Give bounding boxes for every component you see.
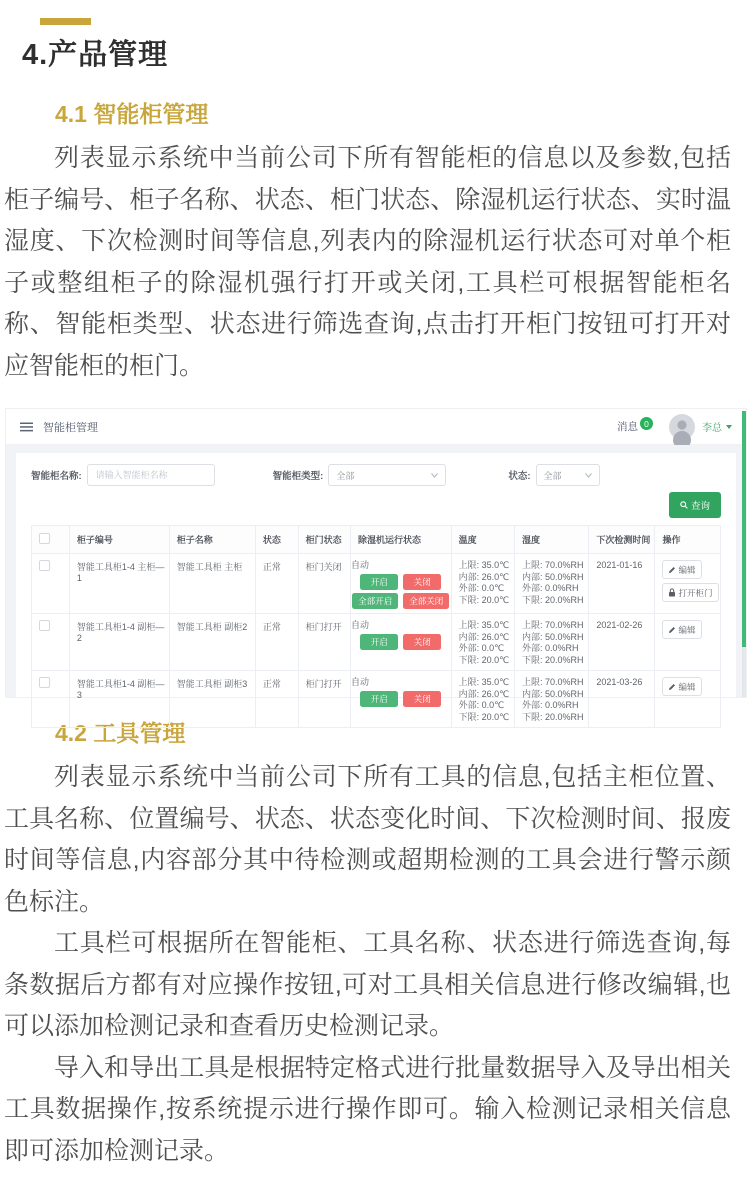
cell-humidity: 上限: 70.0%RH 内部: 50.0%RH 外部: 0.0%RH 下限: 20.0%RH — [514, 554, 588, 614]
dehumidifier-off-button[interactable]: 关闭 — [403, 634, 441, 650]
cell-temperature: 上限: 35.0℃ 内部: 26.0℃ 外部: 0.0℃ 下限: 20.0℃ — [451, 554, 514, 614]
cell-actions — [655, 614, 721, 671]
select-all-checkbox[interactable] — [39, 533, 50, 544]
open-door-button[interactable]: 打开柜门 — [662, 583, 718, 602]
dehumidifier-on-button[interactable]: 开启 — [360, 574, 398, 590]
page-title: 4.产品管理 — [22, 39, 169, 71]
cell-cabinet-id: 智能工具柜1-4 副柜—2 — [69, 614, 169, 671]
cell-next-check: 2021-02-26 — [589, 614, 655, 671]
table-header-row — [32, 526, 721, 554]
section-42-paragraph-1: 列表显示系统中当前公司下所有工具的信息,包括主柜位置、工具名称、位置编号、状态、状态变化时间、下次检测时间、报废时间等信息,内容部分其中待检测或超期检测的工具会进行警示颜色标注。 — [4, 763, 731, 916]
status-select[interactable] — [536, 464, 600, 486]
cell-actions — [655, 554, 721, 614]
cell-cabinet-id: 智能工具柜1-4 副柜—3 — [69, 671, 169, 728]
cabinet-type-value: 全部 — [336, 470, 355, 481]
status-value: 全部 — [543, 470, 562, 481]
row-checkbox[interactable] — [39, 560, 50, 571]
cell-humidity: 上限: 70.0%RH 内部: 50.0%RH 外部: 0.0%RH 下限: 20.0%RH — [514, 614, 588, 671]
row-checkbox[interactable] — [39, 677, 50, 688]
scrollbar-thumb[interactable] — [742, 411, 746, 647]
table-row — [32, 554, 721, 614]
content-panel — [16, 453, 736, 722]
cell-dehumidifier — [350, 614, 451, 671]
dehumidifier-off-button[interactable]: 关闭 — [403, 574, 441, 590]
chevron-down-icon — [431, 473, 438, 478]
status-label: 状态: — [508, 471, 531, 482]
section-42-paragraph-3: 导入和导出工具是根据特定格式进行批量数据导入及导出相关工具数据操作,按系统提示进行操作即可。输入检测记录相关信息即可添加检测记录。 — [4, 1053, 731, 1165]
table-row — [32, 614, 721, 671]
cell-door-status: 柜门打开 — [298, 671, 350, 728]
lock-icon — [668, 588, 676, 597]
cabinet-name-label: 智能柜名称: — [31, 471, 82, 482]
cell-status: 正常 — [255, 671, 298, 728]
cell-status: 正常 — [255, 614, 298, 671]
header-cabinet-id: 柜子编号 — [69, 526, 169, 554]
avatar[interactable] — [669, 414, 695, 440]
filter-toolbar — [31, 463, 721, 487]
hamburger-menu-icon[interactable] — [20, 422, 33, 432]
cell-temperature: 上限: 35.0℃ 内部: 26.0℃ 外部: 0.0℃ 下限: 20.0℃ — [451, 671, 514, 728]
app-title: 智能柜管理 — [43, 421, 98, 434]
header-actions: 操作 — [655, 526, 721, 554]
dehumidifier-all-off-button[interactable]: 全部关闭 — [403, 593, 449, 609]
table-row — [32, 671, 721, 728]
section-heading-41: 4.1 智能柜管理 — [55, 101, 209, 127]
scrollbar-track[interactable] — [742, 647, 746, 697]
app-navbar — [6, 409, 746, 445]
cabinet-type-label: 智能柜类型: — [272, 471, 324, 482]
row-checkbox[interactable] — [39, 620, 50, 631]
caret-down-icon — [726, 425, 732, 429]
edit-button[interactable]: 编辑 — [662, 677, 701, 696]
cell-door-status: 柜门关闭 — [298, 554, 350, 614]
username[interactable]: 李总 — [702, 423, 722, 434]
section-42-paragraph-2: 工具栏可根据所在智能柜、工具名称、状态进行筛选查询,每条数据后方都有对应操作按钮,可对工具相关信息进行修改编辑,也可以添加检测记录和查看历史检测记录。 — [4, 929, 731, 1040]
cabinet-type-select[interactable] — [328, 464, 446, 486]
cabinet-name-input[interactable] — [87, 464, 215, 486]
messages-count-badge: 0 — [640, 417, 653, 430]
dehumidifier-mode: 自动 — [350, 677, 369, 687]
header-cabinet-name: 柜子名称 — [169, 526, 255, 554]
header-temperature: 温度 — [451, 526, 514, 554]
cell-cabinet-name: 智能工具柜 主柜 — [169, 554, 255, 614]
cell-dehumidifier — [350, 554, 451, 614]
cell-next-check: 2021-01-16 — [589, 554, 655, 614]
cell-cabinet-id: 智能工具柜1-4 主柜—1 — [69, 554, 169, 614]
header-dehumidifier: 除湿机运行状态 — [350, 526, 451, 554]
dehumidifier-off-button[interactable]: 关闭 — [403, 691, 441, 707]
cell-humidity: 上限: 70.0%RH 内部: 50.0%RH 外部: 0.0%RH 下限: 20.0%RH — [514, 671, 588, 728]
gold-accent-bar — [40, 18, 91, 25]
dehumidifier-mode: 自动 — [350, 560, 369, 570]
dehumidifier-mode: 自动 — [350, 620, 369, 630]
cell-actions — [655, 671, 721, 728]
cell-status: 正常 — [255, 554, 298, 614]
edit-button[interactable]: 编辑 — [662, 620, 701, 639]
person-icon — [669, 414, 695, 440]
dehumidifier-on-button[interactable]: 开启 — [360, 691, 398, 707]
messages-link[interactable]: 消息 — [617, 421, 638, 433]
pencil-icon — [668, 683, 676, 691]
cabinet-table — [31, 525, 721, 728]
header-status: 状态 — [255, 526, 298, 554]
query-button[interactable] — [669, 492, 721, 518]
cell-cabinet-name: 智能工具柜 副柜2 — [169, 614, 255, 671]
header-humidity: 湿度 — [514, 526, 588, 554]
app-content-area — [6, 445, 746, 722]
cell-door-status: 柜门打开 — [298, 614, 350, 671]
cell-cabinet-name: 智能工具柜 副柜3 — [169, 671, 255, 728]
section-heading-42: 4.2 工具管理 — [55, 720, 186, 746]
dehumidifier-on-button[interactable]: 开启 — [360, 634, 398, 650]
search-icon — [680, 501, 688, 509]
edit-button[interactable]: 编辑 — [662, 560, 701, 579]
cell-dehumidifier — [350, 671, 451, 728]
cell-next-check: 2021-03-26 — [589, 671, 655, 728]
chevron-down-icon — [585, 473, 592, 478]
embedded-screenshot — [5, 408, 747, 722]
header-door-status: 柜门状态 — [298, 526, 350, 554]
pencil-icon — [668, 566, 676, 574]
cell-temperature: 上限: 35.0℃ 内部: 26.0℃ 外部: 0.0℃ 下限: 20.0℃ — [451, 614, 514, 671]
section-41-paragraph: 列表显示系统中当前公司下所有智能柜的信息以及参数,包括柜子编号、柜子名称、状态、柜门状态、除湿机运行状态、实时温湿度、下次检测时间等信息,列表内的除湿机运行状态可对单个柜子或整组柜子的除湿机强行打开或关闭,工具栏可根据智能柜名称、智能柜类型、状态进行筛选查询,点击打开柜门按钮可打开对应智能柜的柜门。 — [4, 144, 731, 380]
pencil-icon — [668, 626, 676, 634]
dehumidifier-all-on-button[interactable]: 全部开启 — [352, 593, 398, 609]
query-button-label: 查询 — [690, 501, 710, 512]
header-next-check: 下次检测时间 — [589, 526, 655, 554]
